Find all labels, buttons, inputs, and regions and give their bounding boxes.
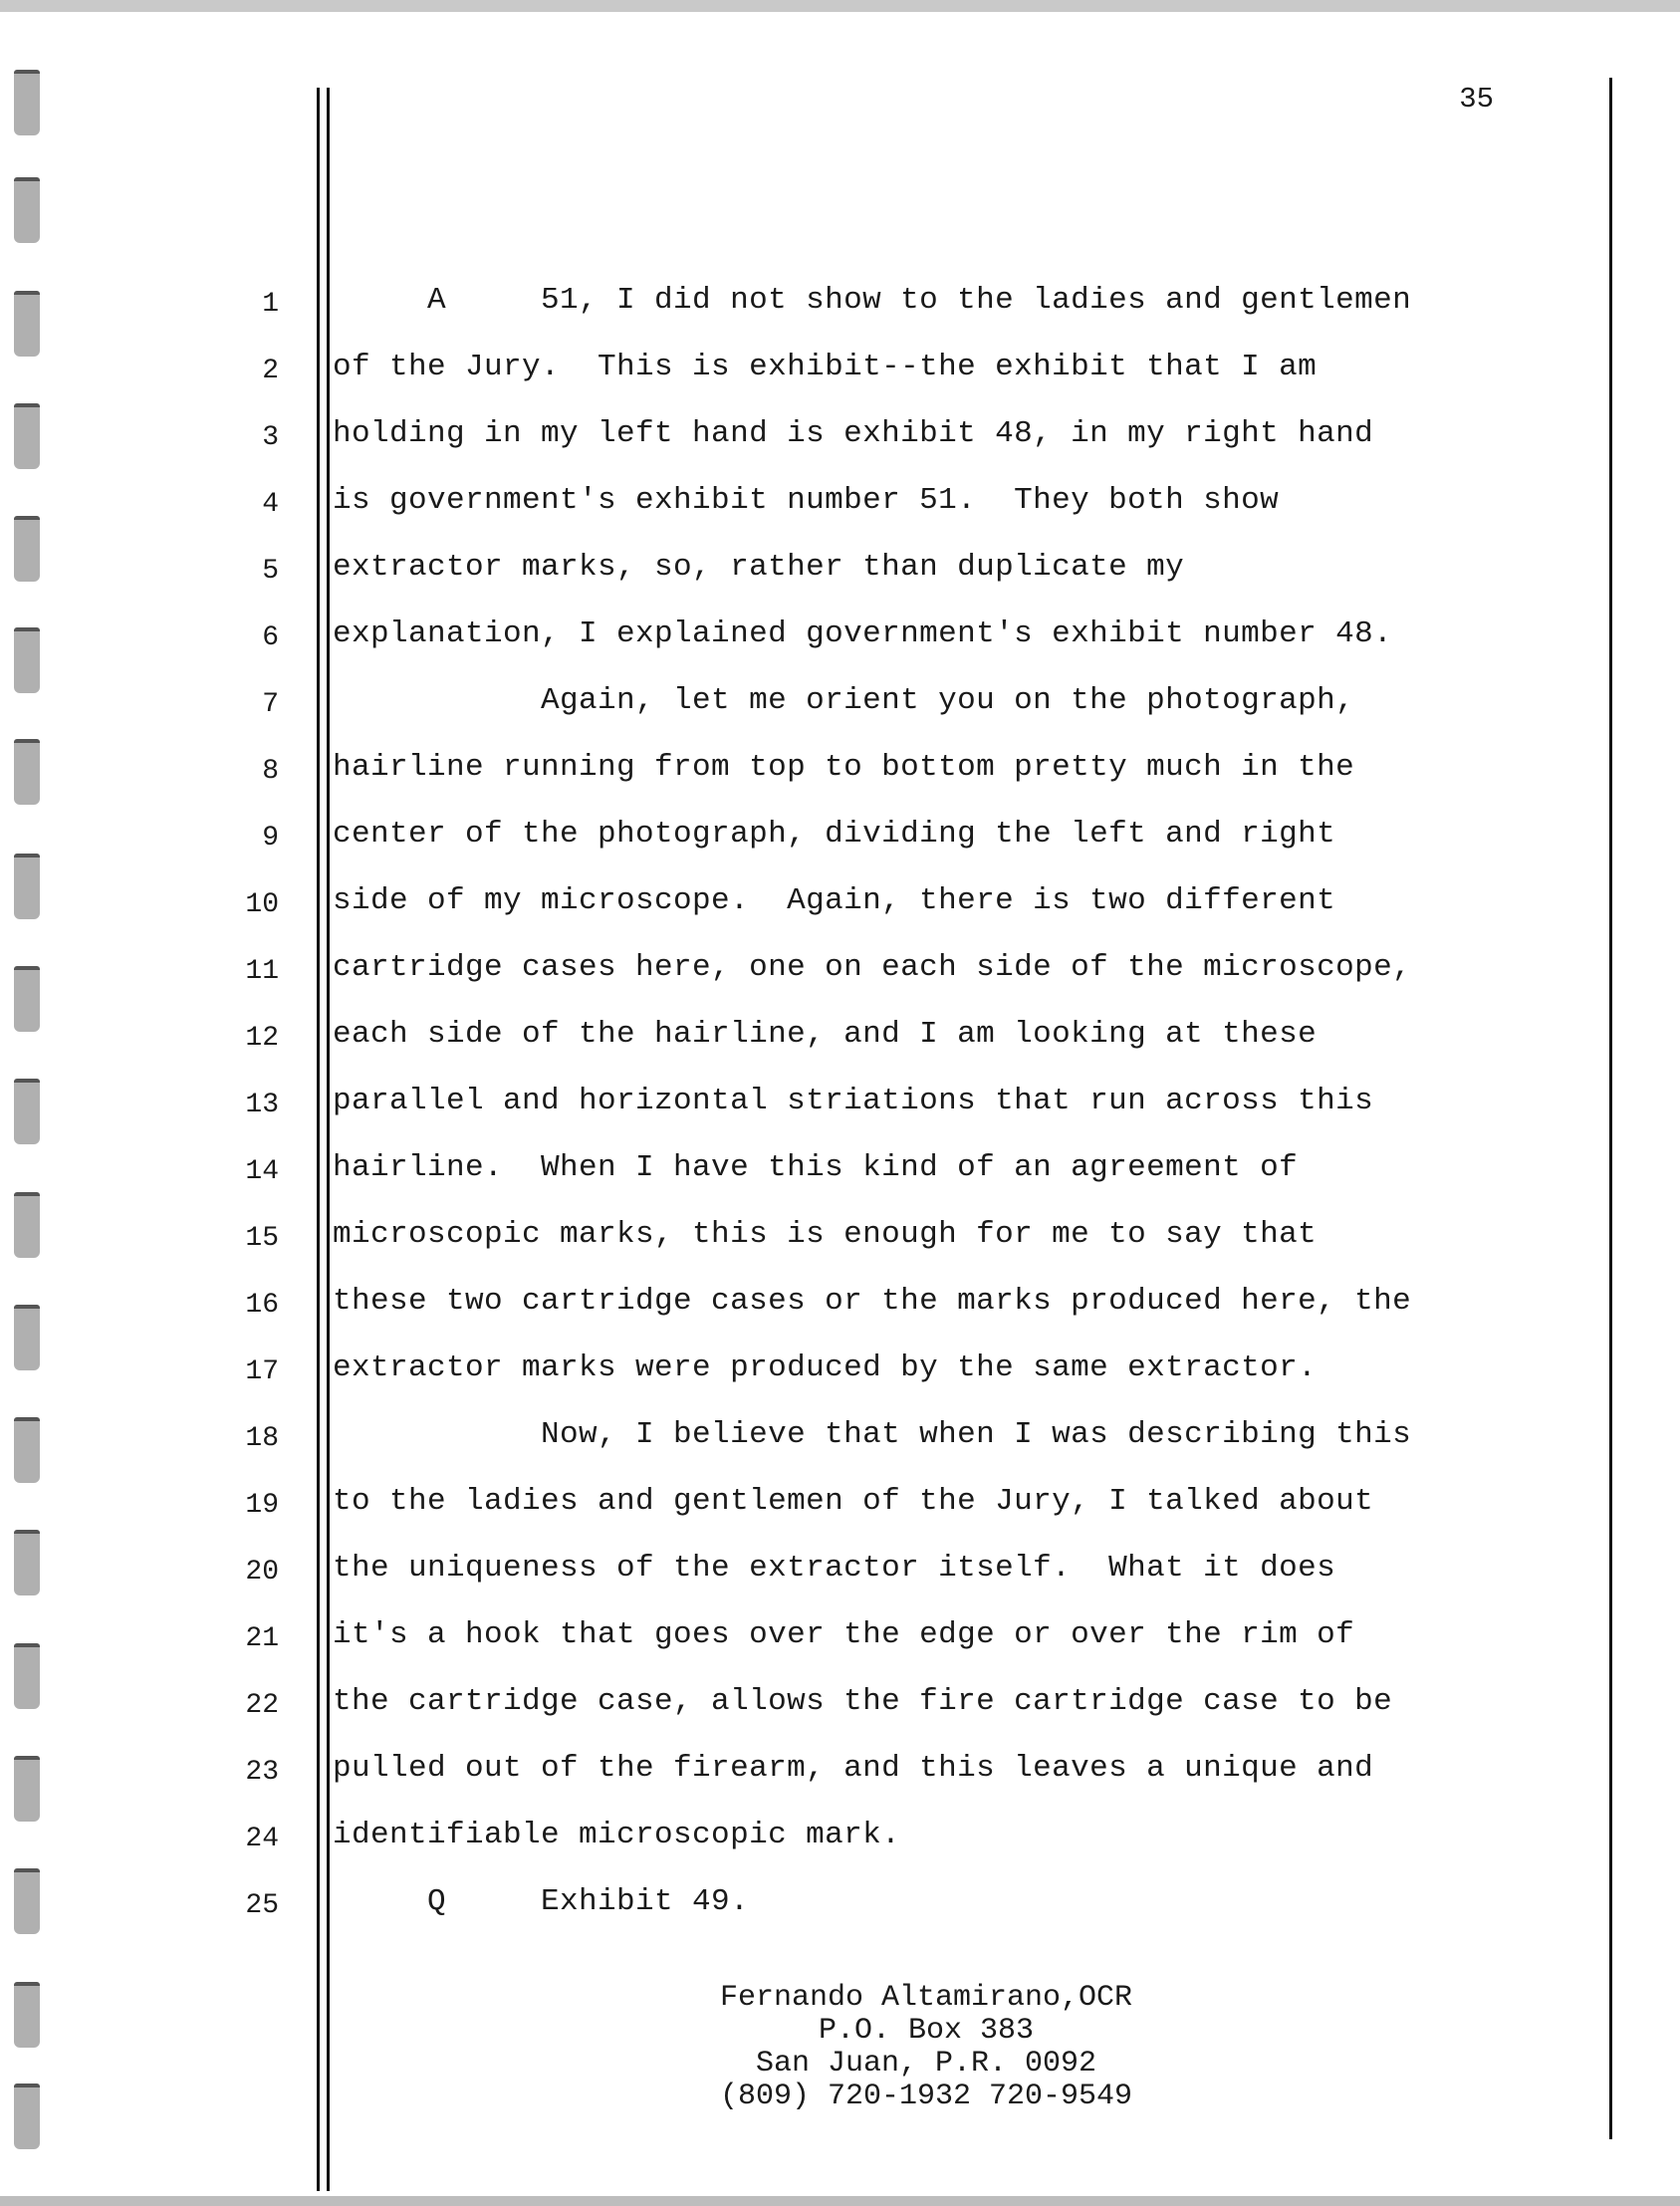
page-number: 35 xyxy=(1459,83,1494,116)
line-number: 13 xyxy=(245,1090,279,1120)
transcript-line: hairline. When I have this kind of an agreement of xyxy=(333,1150,1299,1185)
transcript-line: of the Jury. This is exhibit--the exhibit that I am xyxy=(333,350,1318,384)
punch-hole xyxy=(14,1417,40,1483)
line-number: 6 xyxy=(262,622,279,653)
punch-hole xyxy=(14,1868,40,1934)
left-margin-rule-inner xyxy=(327,88,330,2191)
transcript-line: pulled out of the firearm, and this leaves a unique and xyxy=(333,1751,1374,1786)
line-number: 9 xyxy=(262,823,279,854)
transcript-line: holding in my left hand is exhibit 48, in my right hand xyxy=(333,416,1374,451)
punch-hole xyxy=(14,1079,40,1144)
line-number: 18 xyxy=(245,1423,279,1454)
transcript-line: microscopic marks, this is enough for me to say that xyxy=(333,1217,1318,1252)
transcript-line: hairline running from top to bottom pretty much in the xyxy=(333,750,1355,785)
transcript-line: side of my microscope. Again, there is two different xyxy=(333,883,1336,918)
punch-hole xyxy=(14,177,40,243)
transcript-line: extractor marks were produced by the same extractor. xyxy=(333,1350,1318,1385)
line-number: 24 xyxy=(245,1824,279,1854)
line-number: 8 xyxy=(262,756,279,787)
punch-hole xyxy=(14,627,40,693)
punch-hole xyxy=(14,1756,40,1822)
punch-hole xyxy=(14,70,40,135)
transcript-line: Now, I believe that when I was describing this xyxy=(333,1417,1412,1452)
line-number: 5 xyxy=(262,556,279,587)
transcript-line: the uniqueness of the extractor itself. What it does xyxy=(333,1551,1336,1586)
line-number: 16 xyxy=(245,1290,279,1321)
transcript-line: identifiable microscopic mark. xyxy=(333,1818,901,1852)
line-number: 2 xyxy=(262,356,279,386)
punch-hole xyxy=(14,1982,40,2048)
punch-hole xyxy=(14,1192,40,1258)
transcript-line: extractor marks, so, rather than duplicate my xyxy=(333,550,1185,585)
transcript-line: Again, let me orient you on the photograph, xyxy=(333,683,1355,718)
transcript-line: parallel and horizontal striations that run across this xyxy=(333,1084,1374,1118)
line-number: 4 xyxy=(262,489,279,520)
reporter-phones: (809) 720-1932 720-9549 xyxy=(719,2080,1133,2113)
transcript-line: A 51, I did not show to the ladies and gentlemen xyxy=(333,283,1412,318)
transcript-line: center of the photograph, dividing the left and right xyxy=(333,817,1336,852)
punch-hole xyxy=(14,291,40,357)
line-number: 22 xyxy=(245,1690,279,1721)
scan-bottom-edge xyxy=(0,2196,1680,2206)
line-number: 20 xyxy=(245,1557,279,1588)
line-number: 23 xyxy=(245,1757,279,1788)
line-number: 12 xyxy=(245,1023,279,1054)
transcript-line: it's a hook that goes over the edge or over the rim of xyxy=(333,1617,1355,1652)
left-margin-rule xyxy=(317,88,320,2191)
line-number: 21 xyxy=(245,1623,279,1654)
line-number: 17 xyxy=(245,1356,279,1387)
binder-punch-holes xyxy=(14,0,44,2206)
right-margin-rule xyxy=(1609,78,1612,2139)
transcript-line: the cartridge case, allows the fire cartridge case to be xyxy=(333,1684,1393,1719)
line-number: 25 xyxy=(245,1890,279,1921)
transcript-line: is government's exhibit number 51. They both show xyxy=(333,483,1280,518)
punch-hole xyxy=(14,739,40,805)
line-number: 15 xyxy=(245,1223,279,1254)
transcript-line: explanation, I explained government's exhibit number 48. xyxy=(333,616,1393,651)
scan-top-edge xyxy=(0,0,1680,12)
line-number: 11 xyxy=(245,956,279,987)
punch-hole xyxy=(14,1643,40,1709)
punch-hole xyxy=(14,2083,40,2149)
punch-hole xyxy=(14,854,40,919)
line-number: 14 xyxy=(245,1156,279,1187)
line-number: 19 xyxy=(245,1490,279,1521)
reporter-footer xyxy=(598,1982,1255,2113)
line-number: 7 xyxy=(262,689,279,720)
line-number: 10 xyxy=(245,889,279,920)
transcript-line: these two cartridge cases or the marks produced here, the xyxy=(333,1284,1412,1319)
punch-hole xyxy=(14,403,40,469)
line-number: 3 xyxy=(262,422,279,453)
reporter-po-box: P.O. Box 383 xyxy=(818,2014,1035,2048)
transcript-line: to the ladies and gentlemen of the Jury, I talked about xyxy=(333,1484,1374,1519)
transcript-line: each side of the hairline, and I am looking at these xyxy=(333,1017,1318,1052)
transcript-line: cartridge cases here, one on each side of the microscope, xyxy=(333,950,1412,985)
punch-hole xyxy=(14,966,40,1032)
reporter-city: San Juan, P.R. 0092 xyxy=(755,2047,1097,2081)
line-number: 1 xyxy=(262,289,279,320)
punch-hole xyxy=(14,1305,40,1370)
punch-hole xyxy=(14,516,40,582)
reporter-name: Fernando Altamirano,OCR xyxy=(719,1981,1133,2015)
transcript-line: Q Exhibit 49. xyxy=(333,1884,750,1919)
punch-hole xyxy=(14,1530,40,1595)
